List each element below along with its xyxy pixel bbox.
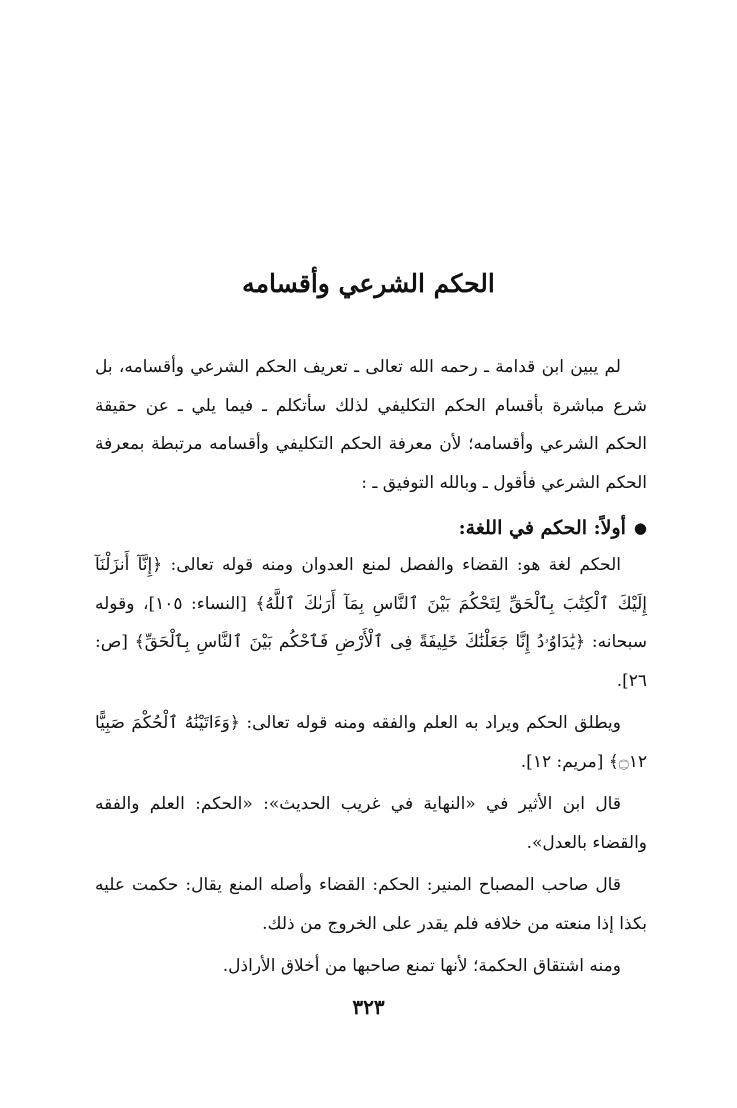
- section-heading-text: أولاً: الحكم في اللغة:: [458, 517, 626, 539]
- intro-paragraph: لم يبين ابن قدامة ـ رحمه الله تعالى ـ تعريف الحكم الشرعي وأقسامه، بل شرع مباشرة بأقسام الحكم التكليفي لذلك سأتكلم ـ فيما يلي ـ عن حقيقة الحكم الشرعي وأقسامه؛ لأن معرفة الحكم التكليفي وأقسامه مرتبطة بمعرفة الحكم الشرعي فأقول ـ وبالله التوفيق ـ :: [95, 357, 647, 493]
- paragraph-ibn-athir: قال ابن الأثير في «النهاية في غريب الحديث»: «الحكم: العلم والفقه والقضاء بالعدل».: [95, 794, 647, 853]
- page-title: الحكم الشرعي وأقسامه: [242, 268, 495, 298]
- page-number: ٣٢٣: [352, 995, 385, 1019]
- paragraph-definition: الحكم لغة هو: القضاء والفصل لمنع العدوان ومنه قوله تعالى: ﴿إِنَّآ أَنزَلْنَآ إِلَيْكَ ٱلْكِتَٰبَ بِٱلْحَقِّ لِتَحْكُمَ بَيْنَ ٱلنَّاسِ بِمَآ أَرَىٰكَ ٱللَّهُ﴾ [النساء: ١٠٥]، وقوله سبحانه: ﴿يَٰدَاوُۥدُ إِنَّا جَعَلْنَٰكَ خَلِيفَةً فِى ٱلْأَرْضِ فَٱحْكُم بَيْنَ ٱلنَّاسِ بِٱلْحَقِّ﴾ [ص: ٢٦].: [95, 555, 648, 691]
- paragraph-misbah: قال صاحب المصباح المنير: الحكم: القضاء وأصله المنع يقال: حكمت عليه بكذا إذا منعته من خلافه فلم يقدر على الخروج من ذلك.: [95, 875, 647, 934]
- paragraph-knowledge: ويطلق الحكم ويراد به العلم والفقه ومنه قوله تعالى: ﴿وَءَاتَيْنَٰهُ ٱلْحُكْمَ صَبِيًّا ۝١٢﴾ [مريم: ١٢].: [95, 713, 647, 772]
- bullet-icon: ●: [633, 519, 647, 537]
- page-body: [95, 348, 647, 990]
- paragraph-hikmah: ومنه اشتقاق الحكمة؛ لأنها تمنع صاحبها من أخلاق الأراذل.: [222, 956, 621, 976]
- section-heading: [95, 510, 647, 546]
